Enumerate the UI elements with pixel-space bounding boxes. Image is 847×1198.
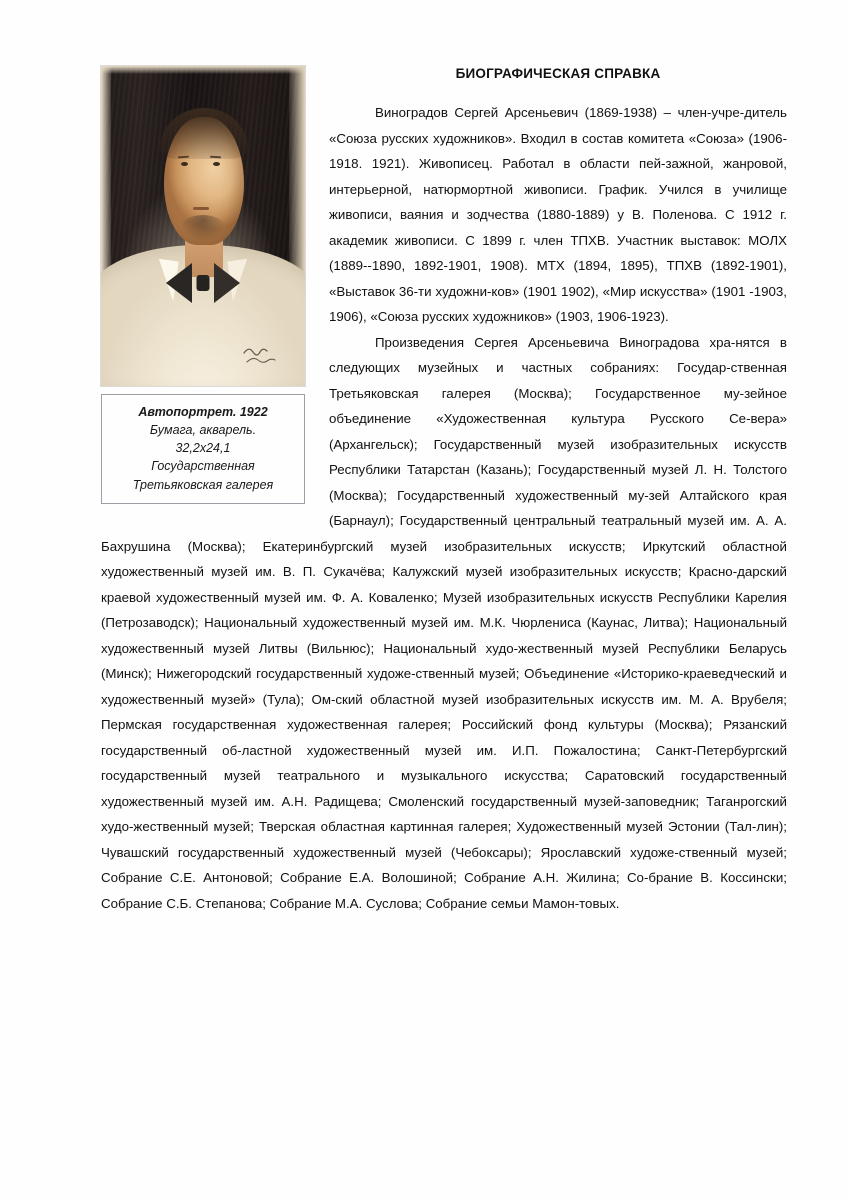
portrait-paper-edge-top — [101, 66, 305, 74]
portrait-figure — [101, 66, 307, 504]
self-portrait-image — [101, 66, 305, 386]
caption-collection-line-1: Государственная — [151, 459, 255, 474]
caption-title: Автопортрет. 1922 — [138, 405, 268, 419]
caption-dimensions: 32,2х24,1 — [175, 441, 231, 456]
caption-medium: Бумага, акварель. — [149, 423, 257, 438]
portrait-mouth — [193, 207, 209, 210]
biography-paragraph-2: Произведения Сергея Арсеньевича Виноградова хра-нятся в следующих музейных и частных собраниях: Государ-ственная Третьяковская галерея (Москва); Государственное му-зейное объединение «Художественная культура Русского Се-вера» (Архангельск); Государственный музей изобразительных искусств Республики Татарстан (Казань); Государственный музей Л. Н. Толстого (Москва); Государственный художественный му-зей Алтайского края (Барнаул); Государственный центральный театральный музей им. А. А. Бахрушина (Москва); Екатеринбургский музей изобразительных искусств; Иркутский областной художественный музей им. В. П. Сукачёва; Калужский музей изобразительных искусств; Красно-дарский краевой художественный музей им. Ф. А. Коваленко; Музей изобразительных искусств Республики Карелия (Петрозаводск); Национальный художественный музей им. М.К. Чюрлениса (Каунас, Литва); Национальный художественный музей Литвы (Вильнюс); Национальный худо-жественный музей Республики Беларусь (Минск); Нижегородский государственный художе-ственный музей; Объединение «Историко-краеведческий и художественный музей» (Тула); Ом-ский областной музей изобразительных искусств им. М. А. Врубеля; Пермская государственная художественная галерея; Российский фонд культуры (Москва); Рязанский государственный об-ластной художественный музей им. И.П. Пожалостина; Санкт-Петербургский государственный музей театрального и музыкального искусства; Саратовский государственный художественный музей им. А.Н. Радищева; Смоленский государственный музей-заповедник; Таганрогский худо-жественный музей; Тверская областная картинная галерея; Художественный музей Эстонии (Тал-лин); Чувашский государственный художественный музей (Чебоксары); Ярославский художе-ственный музей; Собрание С.Е. Антоновой; Собрание Е.А. Волошиной; Собрание А.Н. Жилина; Со-брание В. Коссински; Собрание С.Б. Степанова; Собрание М.А. Суслова; Собрание семьи Мамон-товых. — [101, 334, 787, 911]
document-content — [101, 62, 787, 917]
artist-signature-icon — [241, 344, 297, 368]
portrait-eye-left — [181, 162, 188, 166]
portrait-bowtie — [166, 263, 240, 303]
artwork-caption — [101, 394, 305, 504]
biography-paragraph-1: Виноградов Сергей Арсеньевич (1869-1938) – член-учре-дитель «Союза русских художников». Входил в состав комитета «Союза» (1906-1918. 1921). Живописец. Работал в области пей-зажной, жанровой, интерьерной, натюрмортной живописи. График. Учился в училище живописи, ваяния и зодчества (1880-1889) у В. Поленова. С 1912 г. академик живописи. С 1899 г. член ТПХВ. Участник выставок: МОЛХ (1889--1890, 1892-1901, 1908). МТХ (1894, 1895), ТПХВ (1892-1901), «Выставок 36-ти художни-ков» (1901 1902), «Мир искусства» (1901 -1903, 1906), «Союза русских художников» (1903, 1906-1923). — [329, 105, 787, 325]
page-title: БИОГРАФИЧЕСКАЯ СПРАВКА — [455, 66, 661, 81]
caption-collection-line-2: Третьяковская галерея — [132, 477, 274, 492]
